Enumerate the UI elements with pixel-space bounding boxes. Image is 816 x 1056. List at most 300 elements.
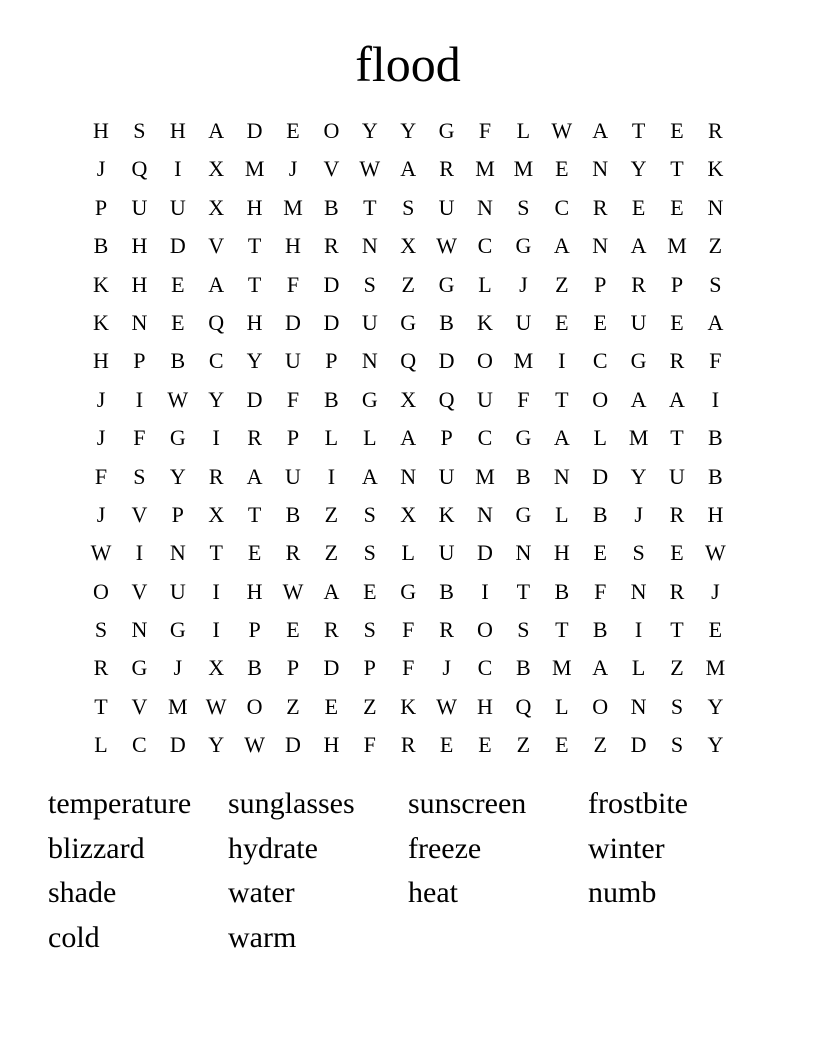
grid-letter: V xyxy=(208,233,225,259)
grid-letter: M xyxy=(667,233,687,259)
word-list-item: shade xyxy=(48,876,117,910)
grid-letter: Z xyxy=(401,271,415,297)
grid-letter: X xyxy=(400,501,417,527)
word-list-item: cold xyxy=(48,920,100,954)
grid-letter: S xyxy=(133,118,146,143)
grid-letter: I xyxy=(634,617,643,643)
grid-letter: F xyxy=(402,617,415,643)
grid-letter: P xyxy=(363,655,376,681)
grid-letter: P xyxy=(171,501,184,527)
word-list-item: water xyxy=(228,876,295,910)
grid-letter: E xyxy=(324,693,339,719)
grid-letter: N xyxy=(131,309,148,335)
grid-letter: R xyxy=(669,348,685,374)
grid-row xyxy=(82,534,734,572)
grid-letter: E xyxy=(670,309,684,335)
grid-letter: G xyxy=(361,386,378,412)
grid-row xyxy=(82,611,734,649)
grid-letter: G xyxy=(400,309,417,335)
grid-letter: J xyxy=(442,655,451,681)
grid-letter: E xyxy=(439,732,454,758)
grid-letter: E xyxy=(555,732,569,758)
grid-letter: R xyxy=(247,425,262,451)
grid-letter: E xyxy=(670,194,684,220)
grid-letter: I xyxy=(212,617,220,643)
grid-letter: T xyxy=(363,194,377,220)
grid-letter: C xyxy=(592,348,608,374)
grid-letter: I xyxy=(327,463,336,489)
grid-letter: U xyxy=(438,463,455,489)
grid-letter: I xyxy=(711,386,720,412)
grid-letter: G xyxy=(515,501,532,527)
grid-letter: E xyxy=(631,194,646,220)
grid-letter: D xyxy=(285,732,301,758)
grid-letter: E xyxy=(670,118,684,143)
grid-letter: U xyxy=(438,194,455,220)
grid-letter: R xyxy=(324,233,339,259)
grid-letter: A xyxy=(400,156,417,182)
grid-row xyxy=(82,381,734,419)
grid-letter: Z xyxy=(708,233,723,259)
grid-letter: R xyxy=(439,156,454,182)
grid-letter: Y xyxy=(246,348,263,374)
grid-letter: Y xyxy=(208,386,225,412)
word-list-item: heat xyxy=(408,876,458,910)
grid-letter: O xyxy=(477,348,493,374)
grid-letter: T xyxy=(670,425,684,451)
grid-letter: W xyxy=(705,540,726,566)
grid-row xyxy=(82,227,734,265)
grid-letter: N xyxy=(553,463,570,489)
grid-letter: B xyxy=(554,578,570,604)
grid-letter: D xyxy=(246,386,263,412)
grid-letter: R xyxy=(669,578,685,604)
grid-letter: X xyxy=(208,655,225,681)
grid-letter: P xyxy=(286,655,300,681)
grid-letter: Y xyxy=(169,463,186,489)
grid-letter: K xyxy=(93,271,109,297)
grid-letter: M xyxy=(552,655,572,681)
grid-letter: N xyxy=(707,194,724,220)
grid-letter: C xyxy=(477,233,493,259)
grid-letter: Z xyxy=(324,501,339,527)
grid-letter: V xyxy=(131,501,148,527)
grid-letter: D xyxy=(592,463,609,489)
grid-letter: K xyxy=(93,309,109,335)
word-list-item: numb xyxy=(588,876,657,910)
grid-letter: E xyxy=(286,617,300,643)
grid-letter: V xyxy=(131,693,148,719)
grid-letter: N xyxy=(361,348,378,374)
grid-row xyxy=(82,266,734,304)
grid-letter: X xyxy=(208,156,225,182)
grid-letter: R xyxy=(285,540,301,566)
grid-letter: E xyxy=(555,156,569,182)
grid-letter: S xyxy=(670,732,684,758)
grid-letter: H xyxy=(285,233,301,259)
grid-letter: J xyxy=(173,655,183,681)
grid-letter: O xyxy=(246,693,263,719)
grid-letter: I xyxy=(212,425,220,451)
grid-letter: Z xyxy=(516,732,531,758)
grid-letter: B xyxy=(324,194,339,220)
puzzle-title: flood xyxy=(355,36,461,92)
grid-letter: W xyxy=(167,386,189,412)
grid-letter: A xyxy=(630,233,647,259)
grid-letter: D xyxy=(169,732,186,758)
grid-letter: Z xyxy=(324,540,339,566)
grid-letter: Z xyxy=(286,693,300,719)
grid-letter: Y xyxy=(361,118,378,143)
grid-letter: B xyxy=(247,655,262,681)
grid-letter: A xyxy=(246,463,263,489)
grid-letter: D xyxy=(323,271,340,297)
grid-letter: C xyxy=(208,348,224,374)
grid-letter: B xyxy=(439,309,454,335)
grid-letter: J xyxy=(96,156,106,182)
grid-letter: D xyxy=(246,118,263,143)
grid-letter: J xyxy=(96,425,106,451)
grid-letter: F xyxy=(286,271,300,297)
grid-row xyxy=(82,688,734,726)
grid-letter: H xyxy=(246,309,263,335)
grid-letter: S xyxy=(517,194,530,220)
grid-letter: Q xyxy=(131,156,148,182)
grid-letter: Q xyxy=(438,386,455,412)
grid-letter: B xyxy=(285,501,301,527)
grid-letter: W xyxy=(205,693,227,719)
grid-letter: B xyxy=(592,501,608,527)
grid-row xyxy=(82,419,734,457)
word-list-item: warm xyxy=(228,920,297,954)
grid-letter: D xyxy=(285,309,301,335)
grid-letter: F xyxy=(133,425,146,451)
grid-letter: P xyxy=(594,271,607,297)
grid-letter: S xyxy=(363,271,376,297)
grid-letter: E xyxy=(478,732,492,758)
grid-letter: N xyxy=(361,233,378,259)
grid-letter: N xyxy=(630,578,647,604)
grid-letter: N xyxy=(592,233,609,259)
grid-letter: A xyxy=(707,309,724,335)
grid-letter: R xyxy=(400,732,416,758)
grid-letter: H xyxy=(553,540,570,566)
grid-letter: A xyxy=(208,118,225,143)
grid-letter: G xyxy=(438,118,455,143)
grid-letter: W xyxy=(436,233,457,259)
grid-letter: P xyxy=(94,194,108,220)
grid-letter: R xyxy=(439,617,454,643)
grid-letter: N xyxy=(477,194,493,220)
grid-letter: W xyxy=(282,578,304,604)
grid-letter: Y xyxy=(707,693,724,719)
grid-letter: H xyxy=(323,732,340,758)
grid-letter: G xyxy=(515,233,532,259)
grid-letter: T xyxy=(247,271,262,297)
grid-letter: E xyxy=(247,540,262,566)
grid-letter: K xyxy=(707,156,724,182)
grid-letter: G xyxy=(169,617,186,643)
grid-letter: L xyxy=(401,540,415,566)
grid-letter: Y xyxy=(707,732,724,758)
grid-letter: O xyxy=(93,578,109,604)
grid-letter: S xyxy=(517,617,530,643)
grid-letter: A xyxy=(323,578,340,604)
grid-letter: F xyxy=(478,118,492,143)
grid-letter: S xyxy=(363,540,376,566)
grid-letter: L xyxy=(631,655,646,681)
grid-letter: U xyxy=(169,194,186,220)
grid-letter: A xyxy=(669,386,685,412)
grid-letter: S xyxy=(363,501,376,527)
grid-letter: T xyxy=(670,156,684,182)
grid-letter: Z xyxy=(670,655,684,681)
grid-letter: J xyxy=(96,501,106,527)
grid-letter: K xyxy=(400,693,417,719)
grid-letter: D xyxy=(323,655,340,681)
grid-letter: U xyxy=(361,309,378,335)
grid-letter: W xyxy=(359,156,381,182)
grid-letter: D xyxy=(438,348,455,374)
word-list-item: hydrate xyxy=(228,831,318,865)
grid-letter: G xyxy=(400,578,417,604)
grid-letter: E xyxy=(593,309,607,335)
grid-letter: P xyxy=(670,271,684,297)
grid-letter: U xyxy=(131,194,148,220)
grid-letter: K xyxy=(477,309,493,335)
grid-row xyxy=(82,649,734,687)
word-list-item: sunscreen xyxy=(408,787,527,820)
grid-letter: N xyxy=(592,156,609,182)
grid-letter: N xyxy=(477,501,493,527)
grid-letter: F xyxy=(363,732,376,758)
grid-letter: T xyxy=(516,578,531,604)
grid-letter: R xyxy=(631,271,646,297)
grid-row xyxy=(82,304,734,342)
grid-letter: B xyxy=(516,463,531,489)
grid-letter: Y xyxy=(400,118,417,143)
grid-letter: A xyxy=(592,118,609,143)
grid-letter: T xyxy=(247,233,262,259)
grid-letter: U xyxy=(630,309,647,335)
grid-letter: P xyxy=(286,425,300,451)
grid-letter: L xyxy=(555,693,569,719)
grid-letter: F xyxy=(286,386,300,412)
grid-letter: J xyxy=(96,386,106,412)
word-list-item: temperature xyxy=(48,787,192,820)
grid-letter: I xyxy=(135,386,144,412)
grid-letter: Z xyxy=(363,693,377,719)
grid-letter: W xyxy=(551,118,573,143)
grid-letter: C xyxy=(132,732,147,758)
grid-letter: O xyxy=(323,118,340,143)
grid-letter: X xyxy=(208,501,225,527)
grid-letter: E xyxy=(171,271,185,297)
grid-letter: H xyxy=(131,271,148,297)
grid-letter: U xyxy=(515,309,532,335)
grid-letter: M xyxy=(513,348,534,374)
grid-letter: C xyxy=(554,194,570,220)
grid-letter: N xyxy=(400,463,417,489)
grid-letter: L xyxy=(94,732,108,758)
grid-letter: R xyxy=(592,194,608,220)
grid-letter: U xyxy=(285,463,301,489)
grid-letter: E xyxy=(286,118,300,143)
grid-letter: L xyxy=(324,425,339,451)
grid-letter: I xyxy=(174,156,182,182)
grid-letter: G xyxy=(131,655,148,681)
grid-letter: I xyxy=(558,348,566,374)
grid-letter: P xyxy=(248,617,261,643)
grid-letter: T xyxy=(555,386,569,412)
grid-letter: O xyxy=(592,386,609,412)
grid-letter: G xyxy=(438,271,455,297)
grid-letter: S xyxy=(133,463,146,489)
grid-letter: H xyxy=(246,578,263,604)
grid-letter: E xyxy=(363,578,377,604)
grid-letter: S xyxy=(94,617,108,643)
grid-letter: C xyxy=(477,655,493,681)
grid-letter: F xyxy=(517,386,530,412)
grid-letter: D xyxy=(169,233,186,259)
grid-letter: B xyxy=(324,386,339,412)
grid-letter: B xyxy=(708,463,723,489)
grid-letter: W xyxy=(436,693,457,719)
grid-letter: A xyxy=(208,271,225,297)
grid-letter: M xyxy=(283,194,303,220)
grid-letter: E xyxy=(670,540,684,566)
grid-letter: I xyxy=(481,578,489,604)
grid-letter: L xyxy=(516,118,531,143)
grid-letter: L xyxy=(555,501,569,527)
grid-letter: J xyxy=(634,501,643,527)
grid-letter: V xyxy=(131,578,148,604)
grid-letter: I xyxy=(135,540,144,566)
grid-letter: F xyxy=(402,655,415,681)
grid-letter: B xyxy=(439,578,454,604)
grid-letter: M xyxy=(513,156,534,182)
grid-letter: Y xyxy=(208,732,225,758)
grid-letter: Q xyxy=(208,309,225,335)
grid-letter: G xyxy=(515,425,532,451)
grid-letter: B xyxy=(592,617,608,643)
grid-letter: K xyxy=(438,501,455,527)
grid-letter: X xyxy=(400,386,417,412)
grid-letter: S xyxy=(632,540,645,566)
grid-letter: G xyxy=(169,425,186,451)
grid-letter: F xyxy=(709,348,722,374)
grid-letter: B xyxy=(516,655,531,681)
letter-grid xyxy=(82,112,734,765)
word-list-item: frostbite xyxy=(588,787,688,820)
grid-letter: A xyxy=(553,425,570,451)
grid-letter: U xyxy=(169,578,186,604)
grid-letter: D xyxy=(323,309,340,335)
grid-letter: U xyxy=(285,348,301,374)
grid-letter: R xyxy=(708,118,723,143)
grid-letter: P xyxy=(133,348,146,374)
grid-letter: T xyxy=(670,617,684,643)
grid-letter: C xyxy=(477,425,493,451)
grid-letter: R xyxy=(324,617,339,643)
grid-letter: N xyxy=(131,617,148,643)
grid-letter: B xyxy=(170,348,186,374)
grid-letter: A xyxy=(361,463,378,489)
grid-letter: H xyxy=(707,501,724,527)
grid-letter: D xyxy=(477,540,493,566)
grid-letter: J xyxy=(288,156,298,182)
grid-row xyxy=(82,189,734,227)
grid-letter: U xyxy=(438,540,455,566)
grid-row xyxy=(82,342,734,380)
grid-letter: J xyxy=(711,578,720,604)
grid-letter: M xyxy=(475,463,495,489)
grid-letter: N xyxy=(515,540,532,566)
grid-letter: L xyxy=(478,271,492,297)
grid-letter: E xyxy=(593,540,607,566)
grid-letter: O xyxy=(477,617,493,643)
grid-row xyxy=(82,496,734,534)
word-list-item: blizzard xyxy=(48,831,145,865)
grid-letter: M xyxy=(628,425,649,451)
grid-row xyxy=(82,573,734,611)
grid-letter: U xyxy=(477,386,493,412)
grid-letter: D xyxy=(630,732,647,758)
grid-letter: X xyxy=(208,194,225,220)
grid-letter: V xyxy=(323,156,340,182)
grid-letter: Q xyxy=(515,693,532,719)
grid-letter: E xyxy=(708,617,723,643)
grid-letter: G xyxy=(630,348,647,374)
grid-letter: A xyxy=(553,233,570,259)
grid-letter: T xyxy=(247,501,262,527)
grid-letter: R xyxy=(93,655,109,681)
grid-letter: Z xyxy=(555,271,569,297)
grid-letter: L xyxy=(363,425,377,451)
grid-letter: I xyxy=(212,578,220,604)
grid-row xyxy=(82,458,734,496)
grid-letter: B xyxy=(93,233,109,259)
grid-letter: H xyxy=(93,348,109,374)
word-list-item: winter xyxy=(588,831,665,865)
grid-letter: A xyxy=(592,655,609,681)
grid-letter: L xyxy=(593,425,607,451)
grid-letter: N xyxy=(169,540,186,566)
grid-letter: Z xyxy=(593,732,607,758)
grid-letter: S xyxy=(402,194,415,220)
grid-letter: A xyxy=(400,425,417,451)
grid-letter: U xyxy=(669,463,685,489)
grid-letter: M xyxy=(244,156,265,182)
grid-letter: N xyxy=(630,693,647,719)
grid-letter: H xyxy=(93,118,109,143)
word-list-item: sunglasses xyxy=(228,787,355,820)
grid-letter: P xyxy=(440,425,453,451)
grid-letter: Q xyxy=(400,348,417,374)
grid-letter: R xyxy=(669,501,685,527)
grid-letter: B xyxy=(708,425,723,451)
grid-letter: T xyxy=(94,693,108,719)
grid-letter: P xyxy=(325,348,338,374)
grid-row xyxy=(82,150,734,188)
grid-letter: W xyxy=(244,732,265,758)
grid-letter: M xyxy=(705,655,726,681)
grid-letter: H xyxy=(246,194,263,220)
grid-letter: H xyxy=(131,233,148,259)
grid-letter: T xyxy=(555,617,569,643)
grid-letter: H xyxy=(477,693,493,719)
grid-letter: W xyxy=(90,540,112,566)
